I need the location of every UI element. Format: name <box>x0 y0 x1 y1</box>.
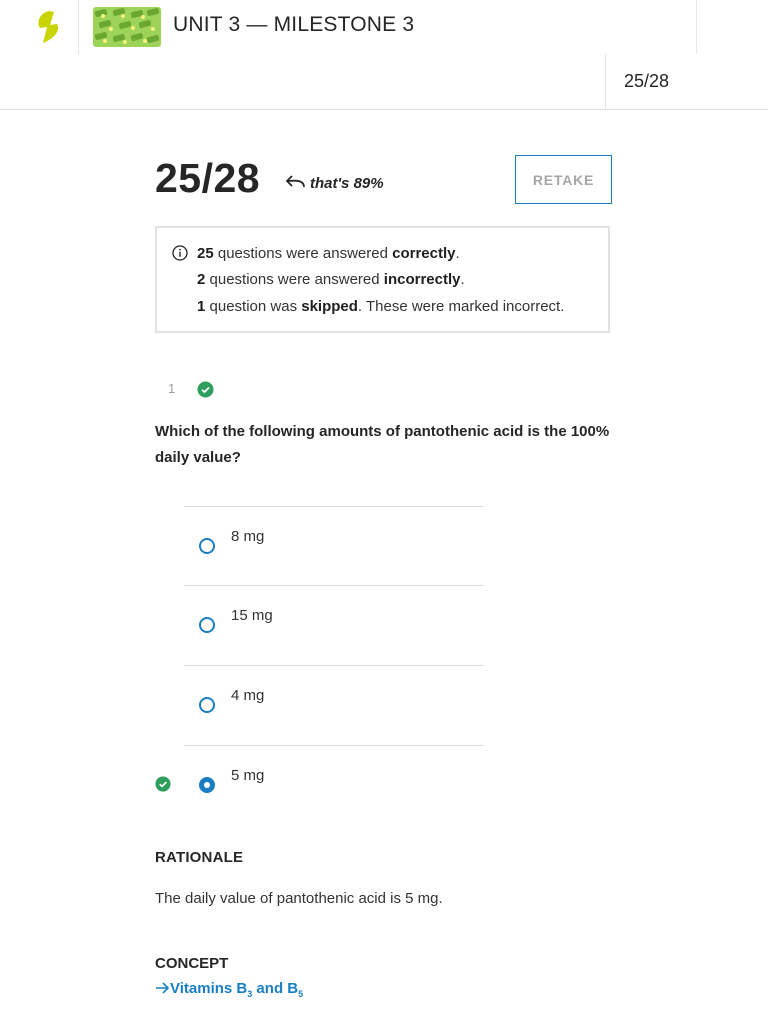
radio-button[interactable] <box>199 697 215 713</box>
answer-option[interactable] <box>184 665 484 745</box>
summary-correct: 25 questions were answered correctly. <box>197 245 460 262</box>
retake-button[interactable]: RETAKE <box>515 155 612 204</box>
answer-label: 8 mg <box>231 528 265 545</box>
info-icon <box>172 245 188 266</box>
question-text: Which of the following amounts of pantothenic acid is the 100% daily value? <box>155 423 610 466</box>
curved-arrow-icon <box>284 175 306 191</box>
concept-heading: CONCEPT <box>155 955 229 972</box>
radio-button[interactable] <box>199 617 215 633</box>
unit-title: UNIT 3 — MILESTONE 3 <box>173 13 415 36</box>
correct-answer-check-icon <box>155 776 171 797</box>
arrow-right-icon <box>155 982 170 994</box>
radio-button-selected[interactable] <box>199 777 215 793</box>
percent-note <box>284 175 384 192</box>
check-circle-icon <box>197 381 214 403</box>
question-number: 1 <box>168 381 176 396</box>
results-summary <box>155 226 610 333</box>
summary-skipped: 1 question was skipped. These were marked incorrect. <box>197 298 565 315</box>
percent-note-text: that's 89% <box>310 175 384 192</box>
answer-label: 5 mg <box>231 767 265 784</box>
radio-button[interactable] <box>199 538 215 554</box>
header-score: 25/28 <box>624 71 670 91</box>
answer-option[interactable] <box>184 745 484 825</box>
rationale-text: The daily value of pantothenic acid is 5 mg. <box>155 890 443 907</box>
rationale-heading: RATIONALE <box>155 849 244 866</box>
header-divider <box>78 0 79 54</box>
header-divider <box>605 54 606 109</box>
answer-option[interactable] <box>184 506 484 586</box>
answer-label: 15 mg <box>231 607 273 624</box>
summary-incorrect: 2 questions were answered incorrectly. <box>197 271 465 288</box>
answer-label: 4 mg <box>231 687 265 704</box>
header-divider <box>696 0 697 54</box>
score-display: 25/28 <box>155 155 261 201</box>
unit-thumbnail-image <box>93 7 161 47</box>
answer-option[interactable] <box>184 585 484 665</box>
logo-icon[interactable] <box>34 10 64 44</box>
concept-link[interactable]: Vitamins $B_3$ and $B_5$ <box>155 980 303 999</box>
top-header <box>0 0 768 110</box>
